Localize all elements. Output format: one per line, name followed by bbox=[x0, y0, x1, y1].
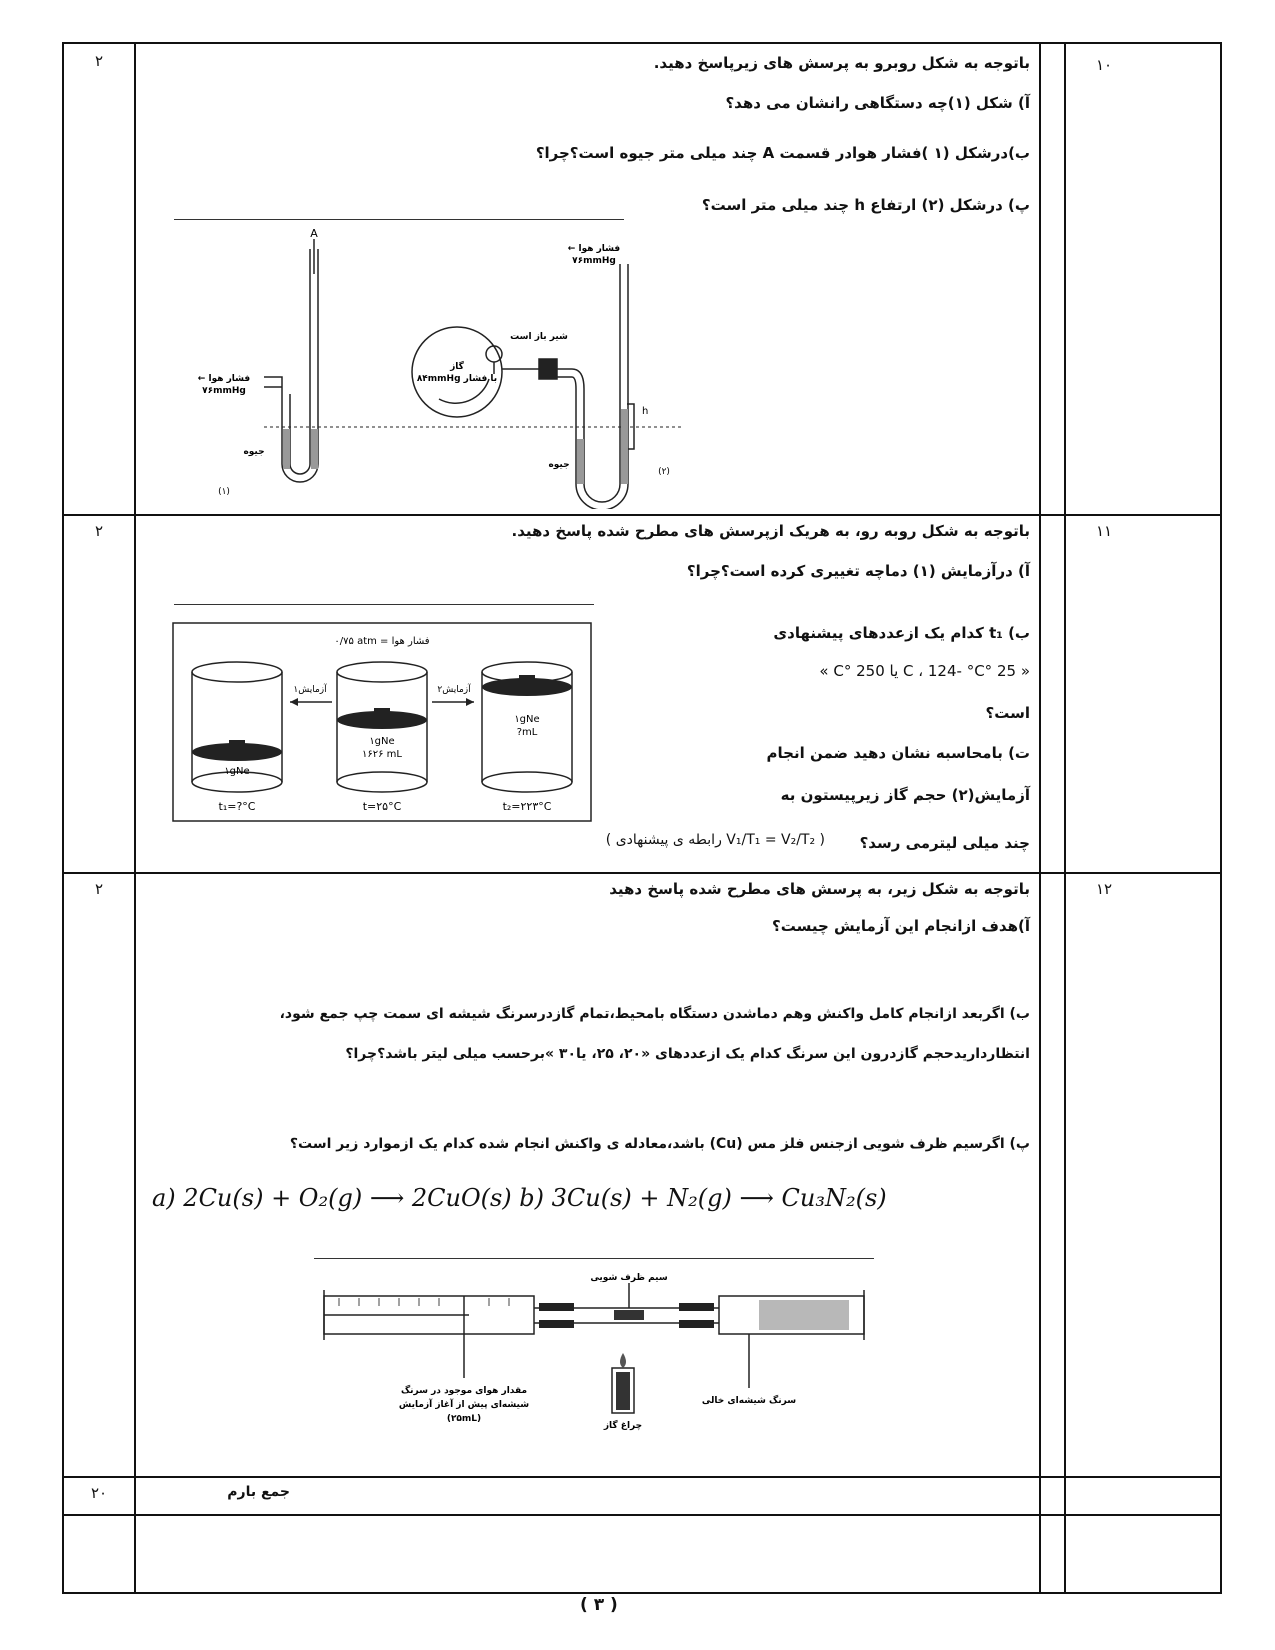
total-label: جمع بارم bbox=[227, 1484, 290, 1500]
fig2-mercury: جیوه bbox=[548, 460, 570, 470]
syringe-figure bbox=[319, 1268, 879, 1468]
q11-hint: ( V₁/T₁ = V₂/T₂ رابطه ی پیشنهادی ) bbox=[605, 832, 825, 848]
q11-part-t: ت) بامحاسبه نشان دهید ضمن انجام bbox=[766, 744, 1030, 762]
q11-part-a: آ) درآزمایش (۱) دماچه تغییری کرده است؟چرا؟ bbox=[686, 562, 1030, 580]
burner-label: چراغ گاز bbox=[603, 1421, 643, 1431]
exp1-label: آزمایش۱ bbox=[293, 685, 327, 695]
valve-label: شیر باز است bbox=[510, 332, 568, 342]
fig2-pressure-2: ۷۶mmHg bbox=[572, 256, 616, 266]
c3-volume: ?mL bbox=[516, 727, 538, 738]
c2-gas: ۱gNe bbox=[369, 736, 395, 747]
fig1-pressure-2: ۷۶mmHg bbox=[202, 386, 246, 396]
question-number-10: ۱۰ bbox=[1095, 56, 1113, 74]
c3-temp: t₂=۲۲۳°C bbox=[502, 800, 552, 813]
q10-part-b: ب)درشکل (۱ )فشار هوادر قسمت A چند میلی متر جیوه است؟چرا؟ bbox=[535, 144, 1030, 162]
answer-rule bbox=[174, 604, 594, 605]
q12-intro: باتوجه به شکل زیر، به پرسش های مطرح شده پاسخ دهید bbox=[609, 880, 1030, 898]
q10-part-c: پ) درشکل (۲) ارتفاع h چند میلی متر است؟ bbox=[701, 196, 1030, 214]
c2-volume: ۱۶۲۶ mL bbox=[362, 749, 402, 760]
c1-temp: t₁=?°C bbox=[218, 800, 256, 813]
row-divider bbox=[64, 1476, 1220, 1478]
air-label-3: (۲۵mL) bbox=[446, 1414, 482, 1424]
q12-part-b: ب) اگربعد ازانجام کامل واکنش وهم دماشدن دستگاه بامحیط،تمام گازدرسرنگ شیشه ای سمت چپ جمع شود، bbox=[279, 1006, 1030, 1022]
row-divider bbox=[64, 872, 1220, 874]
fig2-pressure-1: ← فشار هوا bbox=[567, 244, 621, 254]
page-number: ( ۳ ) bbox=[580, 1595, 618, 1615]
q11-part-b-end: است؟ bbox=[985, 704, 1030, 722]
air-label-2: شیشه‌ای پیش از آغاز آزمایش bbox=[398, 1400, 530, 1410]
q12-part-b-2: انتظارداریدحجم گازدرون این سرنگ کدام یک ازعددهای «۲۰، ۲۵، یا۳۰ »برحسب میلی لیتر باشد؟چرا؟ bbox=[345, 1046, 1030, 1062]
answer-rule bbox=[174, 219, 624, 220]
atm-label: ۰/۷۵ atm = فشار هوا bbox=[334, 636, 430, 647]
gas-label-2: ۸۴mmHg با فشار bbox=[416, 374, 498, 384]
manometer-figure bbox=[164, 229, 724, 509]
gas-label-1: گاز bbox=[450, 362, 464, 372]
score-q12: ۲ bbox=[94, 880, 104, 898]
q11-part-t-3: چند میلی لیترمی رسد؟ bbox=[859, 834, 1030, 852]
fig2-label: (۲) bbox=[658, 467, 670, 477]
q11-intro: باتوجه به شکل روبه رو، به هریک ازپرسش های مطرح شده پاسخ دهید. bbox=[511, 522, 1030, 540]
c3-gas: ۱gNe bbox=[514, 714, 540, 725]
score-column-divider bbox=[134, 44, 136, 1592]
row-divider bbox=[64, 1514, 1220, 1516]
exp2-label: آزمایش۲ bbox=[437, 685, 471, 695]
fig1-label: (۱) bbox=[218, 487, 230, 497]
score-q10: ۲ bbox=[94, 52, 104, 70]
wire-label: سیم ظرف شویی bbox=[590, 1273, 668, 1283]
score-q11: ۲ bbox=[94, 522, 104, 540]
c1-gas: ۱gNe bbox=[224, 766, 250, 777]
q11-options: « 25 °C ، 124- °C یا 250 °C » bbox=[819, 662, 1030, 680]
q12-part-a: آ)هدف ازانجام این آزمایش چیست؟ bbox=[772, 917, 1030, 935]
c2-temp: t=۲۵°C bbox=[362, 800, 402, 813]
label-a: A bbox=[310, 229, 318, 240]
piston-figure bbox=[172, 622, 592, 822]
question-column-divider bbox=[1039, 44, 1041, 1592]
fig1-pressure-1: ← فشار هوا bbox=[197, 374, 251, 384]
row-divider bbox=[64, 514, 1220, 516]
score-total: ۲۰ bbox=[90, 1484, 108, 1502]
question-number-12: ۱۲ bbox=[1095, 880, 1113, 898]
q10-intro: باتوجه به شکل روبرو به پرسش های زیرپاسخ دهید. bbox=[653, 54, 1030, 72]
q10-part-a: آ) شکل (۱)چه دستگاهی رانشان می دهد؟ bbox=[725, 94, 1030, 112]
q11-part-t-2: آزمایش(۲) حجم گاز زیرپیستون به bbox=[780, 786, 1030, 804]
q12-part-p: پ) اگرسیم ظرف شویی ازجنس فلز مس (Cu) باشد،معادله ی واکنش انجام شده کدام یک ازموارد زیر است؟ bbox=[289, 1136, 1030, 1152]
exam-table bbox=[62, 42, 1222, 1594]
q11-part-b: ب) t₁ کدام یک ازعددهای پیشنهادی bbox=[773, 624, 1030, 642]
h-label: h bbox=[642, 406, 649, 417]
fig1-mercury: جیوه bbox=[243, 447, 265, 457]
question-number-11: ۱۱ bbox=[1095, 522, 1113, 540]
number-column-divider bbox=[1064, 44, 1066, 1592]
empty-syringe-label: سرنگ شیشه‌ای خالی bbox=[701, 1396, 797, 1406]
air-label-1: مقدار هوای موجود در سرنگ bbox=[400, 1386, 528, 1396]
reaction-equations: a) 2Cu(s) + O₂(g) ⟶ 2CuO(s) b) 3Cu(s) + N₂(g) ⟶ Cu₃N₂(s) bbox=[152, 1184, 887, 1212]
answer-rule bbox=[314, 1258, 874, 1259]
